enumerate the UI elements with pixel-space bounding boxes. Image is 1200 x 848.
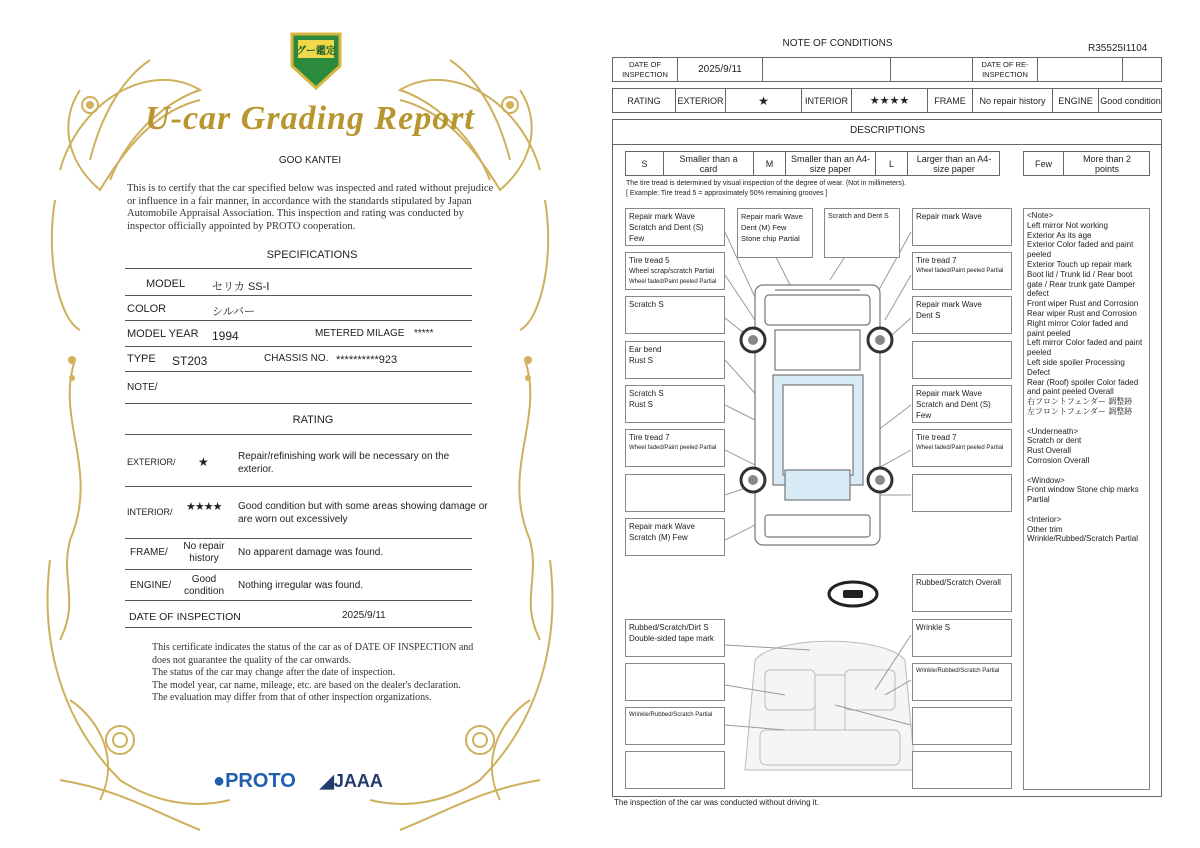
proto-logo: ●PROTO — [213, 770, 296, 792]
interior-box-right-4 — [912, 707, 1012, 745]
exterior-stars: ★ — [198, 455, 209, 469]
engine-value: Good condition — [183, 574, 225, 597]
damage-box-right-1: Repair mark Wave — [912, 208, 1012, 246]
frame-value: No repair history — [183, 541, 225, 564]
model-year-value: 1994 — [212, 329, 239, 343]
legend-text-m: Smaller than an A4-size paper — [790, 153, 871, 174]
proto-icon: ● — [213, 770, 226, 792]
damage-box-left-8: Repair mark Wave Scratch (M) Few — [625, 518, 725, 556]
note-line: Corrosion Overall — [1027, 455, 1090, 465]
damage-box-left-1: Repair mark Wave Scratch and Dent (S) Few — [625, 208, 725, 246]
damage-box-left-6: Tire tread 7 Wheel faded/Paint peeled Partial — [625, 429, 725, 467]
note-line: Exterior Touch up repair mark — [1027, 259, 1132, 269]
model-label: MODEL — [146, 278, 186, 290]
chassis-label: CHASSIS NO. — [264, 353, 329, 364]
date-of-inspection-value: 2025/9/11 — [342, 610, 386, 621]
note-of-conditions — [600, 0, 1200, 848]
interior-label: INTERIOR — [804, 95, 848, 106]
interior-description: Good condition but with some areas showing damage or are worn out excessively — [238, 501, 488, 525]
interior-stars: ★★★★ — [186, 501, 222, 513]
interior-box-left-1: Rubbed/Scratch/Dirt S Double-sided tape mark — [625, 619, 725, 657]
exterior-description: Repair/refinishing work will be necessary on the exterior. — [238, 451, 450, 475]
legend-key-s: S — [641, 158, 648, 169]
note-line: Wrinkle/Rubbed/Scratch Partial — [1027, 534, 1139, 544]
note-line: Other trim — [1027, 524, 1063, 534]
color-value: シルバー — [212, 306, 255, 318]
tire-note: The tire tread is determined by visual inspection of the degree of wear. (Not in millimeters). — [626, 180, 907, 187]
date-row — [612, 57, 1162, 82]
color-label: COLOR — [127, 303, 167, 315]
frame-description: No apparent damage was found. — [238, 547, 384, 558]
disclaimer-line: This certificate indicates the status of the car as of DATE OF INSPECTION and does not guarantee the quality of the car onwards. — [152, 642, 474, 666]
conditions-title: NOTE OF CONDITIONS — [782, 38, 893, 49]
note-line: <Note> — [1027, 211, 1054, 220]
damage-box-right-4 — [912, 341, 1012, 379]
date-of-reinspection-label: DATE OF RE-INSPECTION — [981, 59, 1029, 79]
legend-key-few: Few — [1034, 158, 1052, 169]
damage-box-right-5: Repair mark Wave Scratch and Dent (S) Few — [912, 385, 1012, 423]
notes-panel — [1023, 208, 1150, 790]
few-legend — [1023, 151, 1150, 176]
note-line — [1027, 417, 1146, 427]
disclaimer-line: The model year, car name, mileage, etc. are based on the dealer's declaration. — [152, 679, 461, 691]
jaaa-icon: ◢ — [320, 771, 334, 791]
note-line: Front wiper Rust and Corrosion — [1027, 299, 1139, 309]
exterior-label: EXTERIOR/ — [127, 457, 176, 467]
reference-number: R35525I1104 — [1088, 43, 1148, 54]
note-line: 右フロントフェンダー 調整跡 — [1027, 397, 1133, 407]
mileage-value: ***** — [414, 328, 434, 339]
frame-label: FRAME/ — [130, 547, 168, 558]
interior-label: INTERIOR/ — [127, 507, 173, 517]
damage-box-right-7 — [912, 474, 1012, 512]
note-line: <Underneath> — [1027, 426, 1079, 436]
disclaimer — [152, 642, 482, 705]
date-of-inspection-label: DATE OF INSPECTION — [622, 59, 668, 79]
engine-label: ENGINE/ — [130, 580, 172, 591]
damage-box-top-1: Repair mark Wave Dent (M) Few Stone chip Partial — [737, 208, 813, 258]
descriptions-heading: DESCRIPTIONS — [849, 125, 925, 136]
note-line: Front window Stone chip marks Partial — [1027, 485, 1139, 505]
engine-description: Nothing irregular was found. — [238, 580, 364, 591]
rating-row — [612, 88, 1162, 113]
note-line — [1027, 505, 1146, 515]
logo-text: グー鑑定 — [296, 46, 336, 57]
damage-box-left-7 — [625, 474, 725, 512]
damage-box-right-6: Tire tread 7 Wheel faded/Paint peeled Partial — [912, 429, 1012, 467]
chassis-value: **********923 — [336, 354, 398, 366]
interior-box-right-1: Rubbed/Scratch Overall — [912, 574, 1012, 612]
steering-wheel-icon — [825, 578, 881, 610]
engine-label: ENGINE — [1058, 95, 1093, 106]
disclaimer-line: The evaluation may differ from that of other inspection organizations. — [152, 692, 432, 703]
interior-rating: ★★★★ — [869, 94, 910, 107]
legend-key-m: M — [765, 158, 774, 169]
certify-paragraph: This is to certify that the car specified below was inspected and rated without prejudice or influence in a fair manner, in accordance with the standards stipulated by Japan Automobile Appraisal Association. This inspection and rating was conducted by inspector officially appointed by PROTO cooperation. — [127, 183, 494, 232]
legend-text-l: Larger than an A4-size paper — [916, 153, 992, 174]
damage-box-right-3: Repair mark Wave Dent S — [912, 296, 1012, 334]
note-line: Rust Overall — [1027, 446, 1072, 456]
exterior-label: EXTERIOR — [677, 95, 724, 106]
model-year-label: MODEL YEAR — [127, 328, 199, 340]
mileage-label: METERED MILAGE — [315, 328, 405, 339]
interior-box-right-3: Wrinkle/Rubbed/Scratch Partial — [912, 663, 1012, 701]
size-legend — [625, 151, 1000, 176]
model-value: セリカ SS-Ⅰ — [212, 281, 270, 293]
damage-box-left-4: Ear bend Rust S — [625, 341, 725, 379]
frame-value: No repair history — [979, 95, 1046, 106]
type-value: ST203 — [172, 354, 208, 368]
note-line — [1027, 466, 1146, 476]
specifications-heading: SPECIFICATIONS — [266, 249, 358, 261]
type-label: TYPE — [127, 353, 156, 365]
note-line: <Interior> — [1027, 514, 1062, 524]
rating-heading: RATING — [292, 414, 334, 426]
damage-box-left-2: Tire tread 5 Wheel scrap/scratch Partial Wheel faded/Paint peeled Partial — [625, 252, 725, 290]
interior-box-right-5 — [912, 751, 1012, 789]
note-line: Rear wiper Rust and Corrosion — [1027, 308, 1137, 318]
note-line: Left mirror Color faded and paint peeled — [1027, 338, 1143, 358]
note-line: 左フロントフェンダー 調整跡 — [1027, 406, 1133, 416]
interior-box-left-2 — [625, 663, 725, 701]
note-line: Left mirror Not working — [1027, 220, 1108, 230]
date-of-inspection-label: DATE OF INSPECTION — [129, 611, 241, 623]
disclaimer-line: The status of the car may change after the date of inspection. — [152, 667, 396, 678]
note-line: Boot lid / Trunk lid / Rear boot gate / Rear trunk gate Damper defect — [1027, 269, 1136, 299]
interior-box-right-2: Wrinkle S — [912, 619, 1012, 657]
engine-value: Good condition — [1100, 95, 1161, 106]
note-line: Exterior As its age — [1027, 230, 1092, 240]
note-line: Rear (Roof) spoiler Color faded and paint peeled Overall — [1027, 377, 1139, 397]
damage-box-right-2: Tire tread 7 Wheel faded/Paint peeled Partial — [912, 252, 1012, 290]
damage-box-top-2: Scratch and Dent S — [824, 208, 900, 258]
jaaa-logo: ◢JAAA — [320, 771, 383, 791]
goo-kantei-logo — [288, 30, 344, 90]
tire-example: [ Example: Tire tread 5 = approximately 50% remaining grooves ] — [626, 190, 828, 197]
legend-key-l: L — [888, 158, 894, 169]
damage-box-left-3: Scratch S — [625, 296, 725, 334]
note-line: Right mirror Color faded and paint peeled — [1027, 318, 1128, 338]
rating-label: RATING — [627, 95, 661, 106]
interior-box-left-4 — [625, 751, 725, 789]
damage-box-left-5: Scratch S Rust S — [625, 385, 725, 423]
report-subtitle: GOO KANTEI — [278, 155, 342, 166]
frame-label: FRAME — [934, 95, 966, 106]
note-line: Exterior Color faded and paint peeled — [1027, 240, 1134, 260]
report-title: U-car Grading Report — [145, 100, 475, 137]
note-line: Left side spoiler Processing Defect — [1027, 357, 1125, 377]
note-label: NOTE/ — [127, 382, 158, 393]
note-line: <Window> — [1027, 475, 1065, 485]
date-of-inspection-value: 2025/9/11 — [698, 63, 742, 75]
exterior-rating: ★ — [758, 93, 769, 108]
note-line: Scratch or dent — [1027, 436, 1082, 446]
legend-text-s: Smaller than a card — [679, 153, 738, 174]
footer-note: The inspection of the car was conducted without driving it. — [614, 798, 819, 807]
interior-box-left-3: Wrinkle/Rubbed/Scratch Partial — [625, 707, 725, 745]
legend-text-few: More than 2 points — [1082, 153, 1132, 174]
